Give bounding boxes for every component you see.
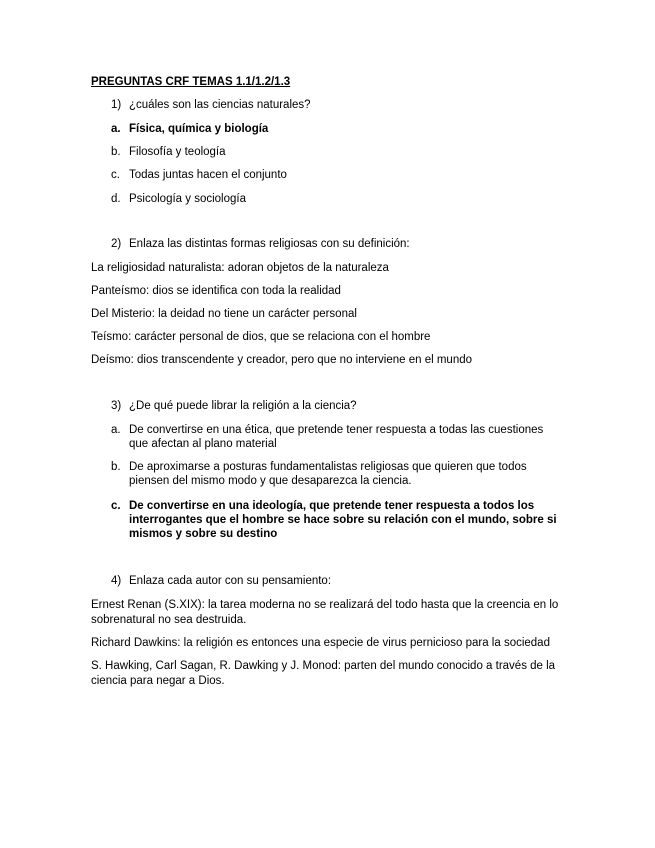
- option-text: De aproximarse a posturas fundamentalistas religiosas que quieren que todos piensen del mismo modo y que desaparezca la ciencia.: [129, 461, 527, 487]
- option-text: Todas juntas hacen el conjunto: [129, 169, 287, 181]
- document-title: PREGUNTAS CRF TEMAS 1.1/1.2/1.3: [91, 76, 291, 88]
- question-number: 3): [111, 400, 122, 412]
- question-text: ¿cuáles son las ciencias naturales?: [129, 99, 311, 111]
- option-letter: b.: [111, 461, 121, 473]
- q1-option-a: [111, 122, 561, 136]
- q3-option-a: [111, 423, 561, 451]
- option-text: Psicología y sociología: [129, 193, 246, 205]
- question-3: [111, 400, 357, 412]
- question-number: 4): [111, 575, 122, 587]
- question-number: 2): [111, 238, 122, 250]
- option-text: Filosofía y teología: [129, 146, 226, 158]
- q2-line: La religiosidad naturalista: adoran objetos de la naturaleza: [91, 262, 389, 274]
- q2-line: Teísmo: carácter personal de dios, que se relaciona con el hombre: [91, 331, 431, 343]
- option-text: De convertirse en una ética, que pretende tener respuesta a todas las cuestiones que afectan al plano material: [129, 424, 544, 450]
- question-1: [111, 99, 311, 111]
- q2-line: Deísmo: dios transcendente y creador, pero que no interviene en el mundo: [91, 354, 473, 366]
- option-letter: d.: [111, 193, 121, 205]
- question-4: [111, 575, 331, 587]
- q3-option-c: [111, 499, 571, 541]
- question-number: 1): [111, 99, 122, 111]
- q1-option-b: [111, 145, 561, 159]
- q2-line: Del Misterio: la deidad no tiene un carácter personal: [91, 308, 357, 320]
- question-text: Enlaza cada autor con su pensamiento:: [129, 575, 332, 587]
- q2-line: Panteísmo: dios se identifica con toda la realidad: [91, 285, 341, 297]
- q4-line: Richard Dawkins: la religión es entonces una especie de virus pernicioso para la sociedad: [91, 637, 550, 649]
- question-text: ¿De qué puede librar la religión a la ciencia?: [129, 400, 357, 412]
- option-letter: c.: [111, 169, 120, 181]
- option-letter: a.: [111, 424, 121, 436]
- option-text: De convertirse en una ideología, que pretende tener respuesta a todos los interrogantes que el hombre se hace sobre su relación con el mundo, sobre si mismos y sobre su destino: [129, 500, 557, 540]
- q4-line: Ernest Renan (S.XIX): la tarea moderna no se realizará del todo hasta que la creencia en lo sobrenatural no sea destruida.: [91, 599, 559, 626]
- q1-option-c: [111, 168, 561, 182]
- q1-option-d: [111, 192, 561, 206]
- option-letter: c.: [111, 500, 121, 512]
- option-letter: b.: [111, 146, 121, 158]
- q4-line: S. Hawking, Carl Sagan, R. Dawking y J. Monod: parten del mundo conocido a través de la ciencia para negar a Dios.: [91, 660, 556, 687]
- question-2: [111, 238, 410, 250]
- option-text: Física, química y biología: [129, 123, 269, 135]
- question-text: Enlaza las distintas formas religiosas con su definición:: [129, 238, 410, 250]
- q3-option-b: [111, 460, 551, 488]
- option-letter: a.: [111, 123, 121, 135]
